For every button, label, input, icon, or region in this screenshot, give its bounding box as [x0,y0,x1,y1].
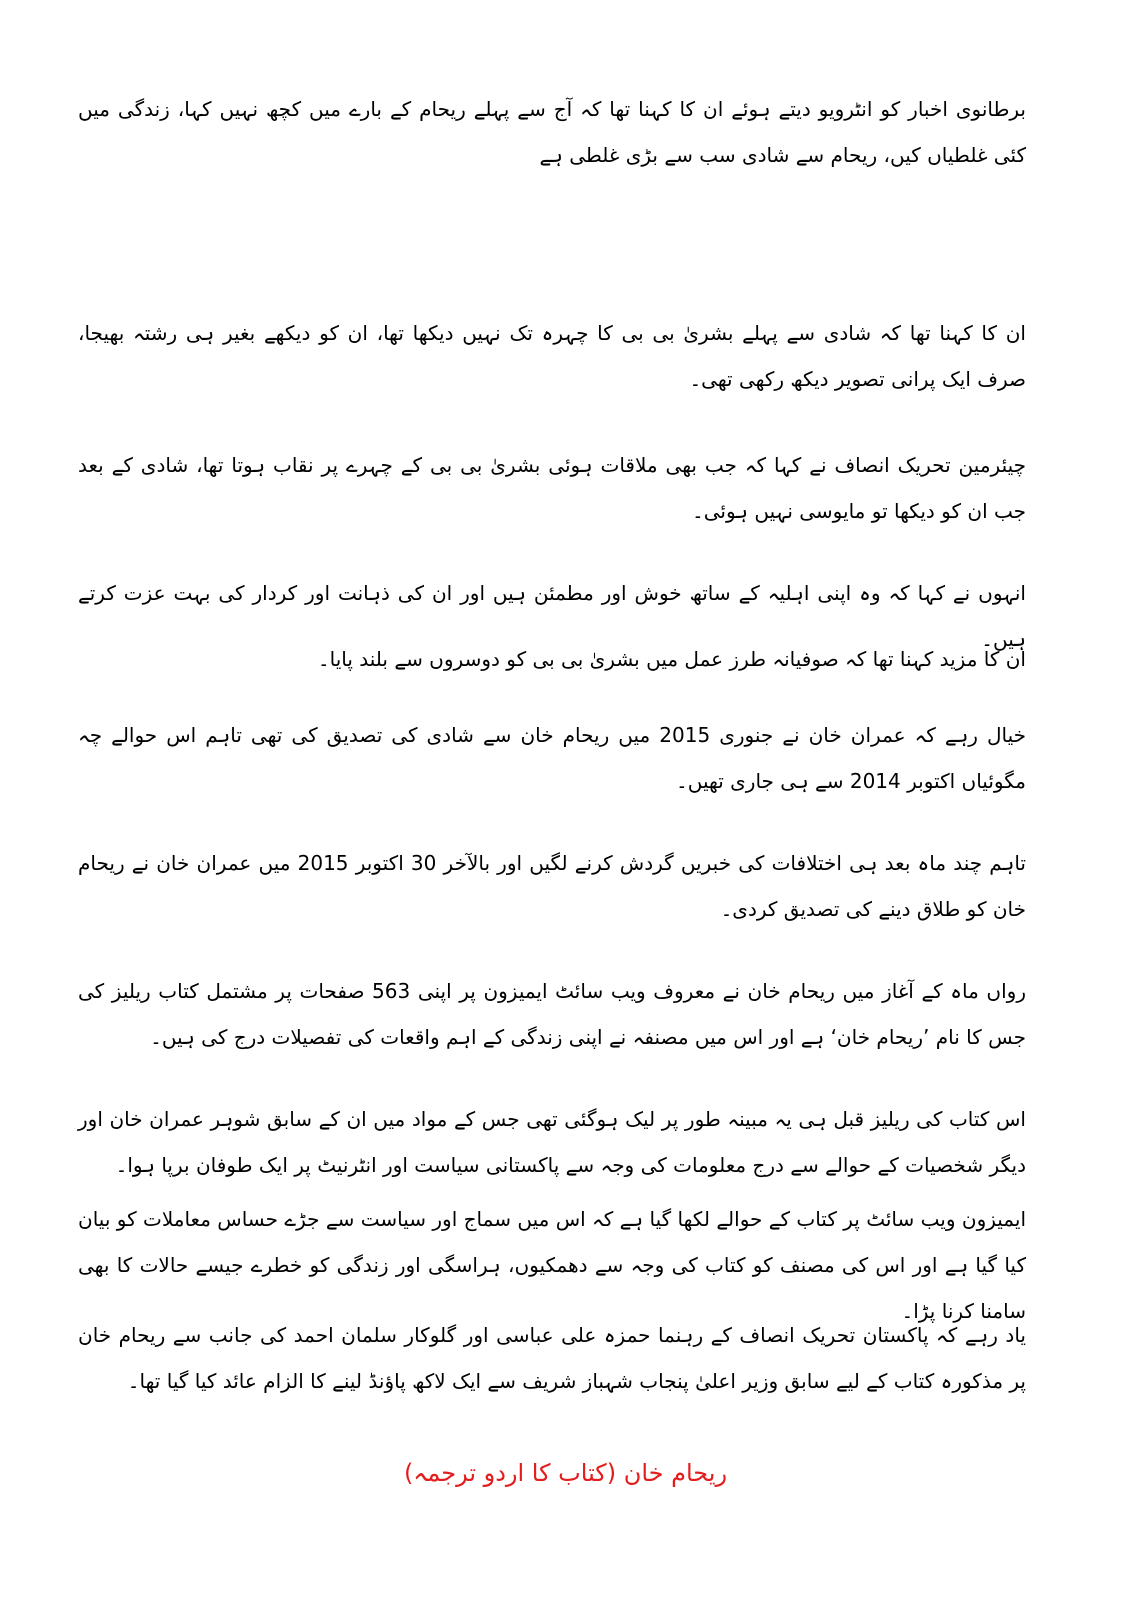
paragraph-happy-with-wife: انہوں نے کہا کہ وہ اپنی اہلیہ کے ساتھ خوش اور مطمئن ہیں اور ان کی ذہانت اور کردار کی بہت عزت کرتے ہیں۔ [78,581,1026,651]
paragraph-book-leak: اس کتاب کی ریلیز قبل ہی یہ مبینہ طور پر لیک ہوگئی تھی جس کے مواد میں ان کے سابق شوہر عمران خان اور دیگر شخصیات کے حوالے سے درج معلومات کی وجہ سے پاکستانی سیاست اور انٹرنیٹ پر ایک طوفان برپا ہوا۔ [78,1107,1026,1177]
paragraph-book-release: رواں ماہ کے آغاز میں ریحام خان نے معروف ویب سائٹ ایمیزون پر اپنی 563 صفحات پر مشتمل کتاب ریلیز کی جس کا نام ’ریحام خان‘ ہے اور اس میں مصنفہ نے اپنی زندگی کے اہم واقعات کی تفصیلات درج کی ہیں۔ [78,979,1026,1049]
paragraph-interview-statement: برطانوی اخبار کو انٹرویو دیتے ہوئے ان کا کہنا تھا کہ آج سے پہلے ریحام کے بارے میں کچھ نہیں کہا، زندگی میں کئی غلطیاں کیں، ریحام سے شادی سب سے بڑی غلطی ہے [78,97,1026,167]
paragraph-before-marriage: ان کا کہنا تھا کہ شادی سے پہلے بشریٰ بی بی کا چہرہ تک نہیں دیکھا تھا، ان کو دیکھے بغیر ہی رشتہ بھیجا، صرف ایک پرانی تصویر دیکھ رکھی تھی۔ [78,321,1026,391]
paragraph-marriage-confirmation: خیال رہے کہ عمران خان نے جنوری 2015 میں ریحام خان سے شادی کی تصدیق کی تھی تاہم اس حوالے چہ مگوئیاں اکتوبر 2014 سے ہی جاری تھیں۔ [78,723,1027,793]
book-title-footer: ریحام خان (کتاب کا اردو ترجمہ) [403,1459,728,1487]
paragraph-sufi-conduct: ان کا مزید کہنا تھا کہ صوفیانہ طرز عمل میں بشریٰ بی بی کو دوسروں سے بلند پایا۔ [317,647,1026,671]
paragraph-amazon-description: ایمیزون ویب سائٹ پر کتاب کے حوالے لکھا گیا ہے کہ اس میں سماج اور سیاست سے جڑے حساس معاملات کو بیان کیا گیا ہے اور اس کی مصنف کو کتاب کی وجہ سے دھمکیوں، ہراسگی اور زندگی کو خطرے جیسے حالات کا بھی سامنا کرنا پڑا۔ [78,1207,1026,1323]
paragraph-veil-meeting: چیئرمین تحریک انصاف نے کہا کہ جب بھی ملاقات ہوئی بشریٰ بی بی کے چہرے پر نقاب ہوتا تھا، شادی کے بعد جب ان کو دیکھا تو مایوسی نہیں ہوئی۔ [78,453,1026,523]
paragraph-allegation: یاد رہے کہ پاکستان تحریک انصاف کے رہنما حمزہ علی عباسی اور گلوکار سلمان احمد کی جانب سے ریحام خان پر مذکورہ کتاب کے لیے سابق وزیر اعلیٰ پنجاب شہباز شریف سے ایک لاکھ پاؤنڈ لینے کا الزام عائد کیا گیا تھا۔ [78,1323,1026,1393]
paragraph-divorce-confirmation: تاہم چند ماہ بعد ہی اختلافات کی خبریں گردش کرنے لگیں اور بالآخر 30 اکتوبر 2015 میں عمران خان نے ریحام خان کو طلاق دینے کی تصدیق کردی۔ [78,851,1026,921]
